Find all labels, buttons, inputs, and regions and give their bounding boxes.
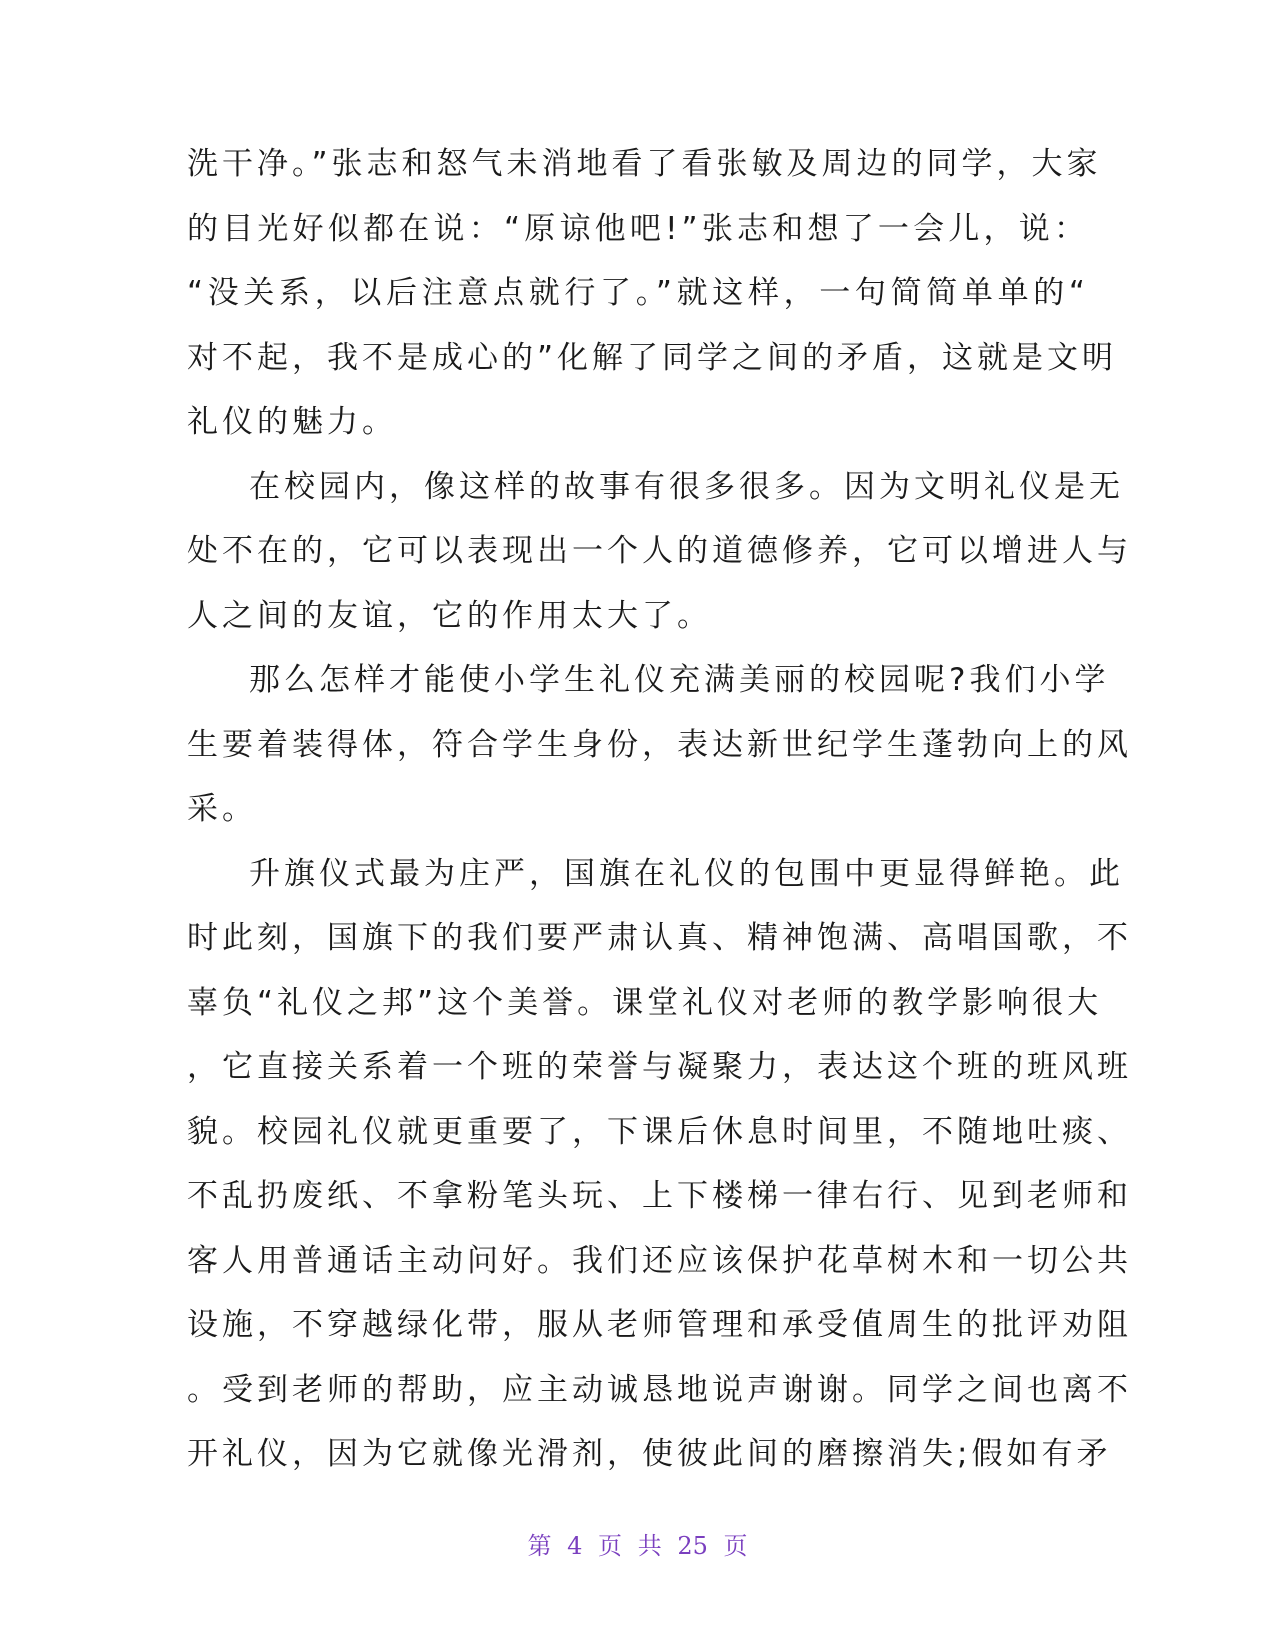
footer-current-page: 4 bbox=[567, 1532, 583, 1560]
text-line: 洗干净。”张志和怒气未消地看了看张敏及周边的同学，大家 bbox=[187, 146, 1102, 182]
text-line: 不乱扔废纸、不拿粉笔头玩、上下楼梯一律右行、见到老师和 bbox=[187, 1178, 1132, 1214]
text-line: 采。 bbox=[187, 791, 257, 827]
text-line: 在校园内，像这样的故事有很多很多。因为文明礼仪是无 bbox=[249, 468, 1124, 505]
text-line: 开礼仪，因为它就像光滑剂，使彼此间的磨擦消失;假如有矛 bbox=[187, 1436, 1112, 1472]
text-line: 人之间的友谊，它的作用太大了。 bbox=[187, 597, 712, 634]
footer-total-prefix: 共 bbox=[637, 1532, 662, 1560]
text-line: 礼仪的魅力。 bbox=[187, 404, 397, 440]
text-line: 时此刻，国旗下的我们要严肃认真、精神饱满、高唱国歌，不 bbox=[187, 920, 1132, 956]
document-body bbox=[187, 132, 1132, 1487]
text-line: 处不在的，它可以表现出一个人的道德修养，它可以增进人与 bbox=[187, 533, 1132, 569]
text-line: 对不起，我不是成心的”化解了同学之间的矛盾，这就是文明 bbox=[187, 339, 1118, 376]
text-line: 那么怎样才能使小学生礼仪充满美丽的校园呢?我们小学 bbox=[249, 662, 1110, 698]
text-line: 辜负“礼仪之邦”这个美誉。课堂礼仪对老师的教学影响很大 bbox=[187, 984, 1103, 1021]
text-line: “没关系，以后注意点就行了。”就这样，一句简简单单的“ bbox=[187, 275, 1089, 311]
footer-prefix: 第 bbox=[527, 1532, 552, 1560]
text-line: 。受到老师的帮助，应主动诚恳地说声谢谢。同学之间也离不 bbox=[187, 1371, 1132, 1408]
footer-page-unit: 页 bbox=[598, 1532, 623, 1560]
text-line: 貌。校园礼仪就更重要了，下课后休息时间里，不随地吐痰、 bbox=[187, 1113, 1132, 1150]
footer-total-unit: 页 bbox=[723, 1532, 748, 1560]
text-line: 的目光好似都在说：“原谅他吧!”张志和想了一会儿，说： bbox=[187, 210, 1089, 247]
page-footer bbox=[0, 1526, 1275, 1561]
text-line: 客人用普通话主动问好。我们还应该保护花草树木和一切公共 bbox=[187, 1242, 1132, 1279]
text-line: ，它直接关系着一个班的荣誉与凝聚力，表达这个班的班风班 bbox=[187, 1049, 1132, 1085]
text-line: 升旗仪式最为庄严，国旗在礼仪的包围中更显得鲜艳。此 bbox=[249, 855, 1124, 892]
footer-total-pages: 25 bbox=[677, 1532, 708, 1560]
text-line: 生要着装得体，符合学生身份，表达新世纪学生蓬勃向上的风 bbox=[187, 726, 1132, 763]
text-line: 设施，不穿越绿化带，服从老师管理和承受值周生的批评劝阻 bbox=[187, 1307, 1132, 1343]
